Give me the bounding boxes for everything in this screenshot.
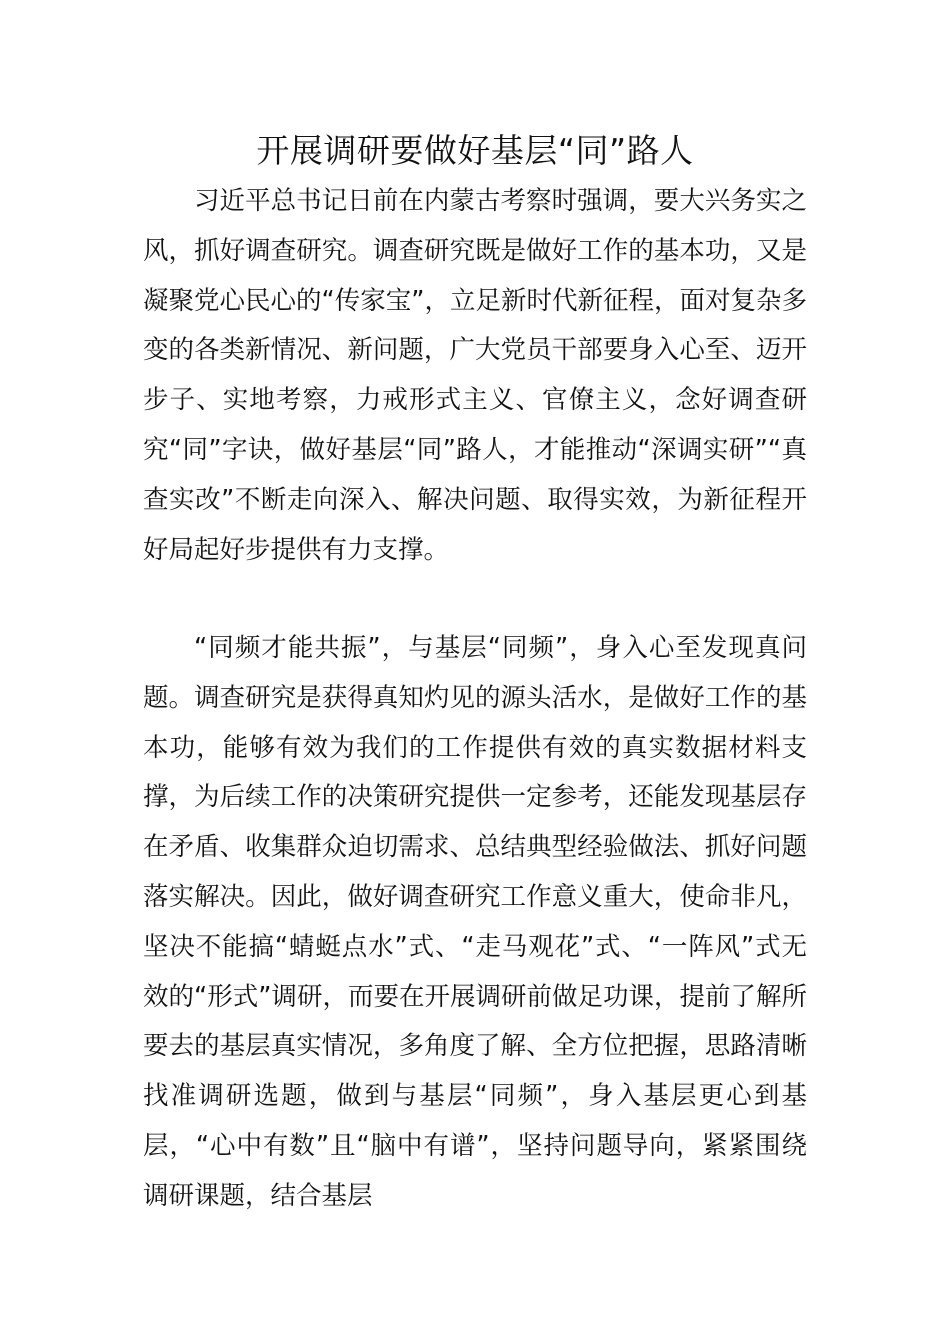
paragraph-1: 习近平总书记日前在内蒙古考察时强调，要大兴务实之风，抓好调查研究。调查研究既是做好工作的基本功，又是凝聚党心民心的“传家宝”，立足新时代新征程，面对复杂多变的各类新情况、新问题，广大党员干部要身入心至、迈开步子、实地考察，力戒形式主义、官僚主义，念好调查研究“同”字诀，做好基层“同”路人，才能推动“深调实研”“真查实改”不断走向深入、解决问题、取得实效，为新征程开好局起好步提供有力支撑。 [143,186,807,565]
document-title: 开展调研要做好基层“同”路人 [256,131,694,170]
paragraph-2: “同频才能共振”，与基层“同频”，身入心至发现真问题。调查研究是获得真知灼见的源头活水，是做好工作的基本功，能够有效为我们的工作提供有效的真实数据材料支撑，为后续工作的决策研究提供一定参考，还能发现基层存在矛盾、收集群众迫切需求、总结典型经验做法、抓好问题落实解决。因此，做好调查研究工作意义重大，使命非凡，坚决不能搞“蜻蜓点水”式、“走马观花”式、“一阵风”式无效的“形式”调研，而要在开展调研前做足功课，提前了解所要去的基层真实情况，多角度了解、全方位把握，思路清晰找准调研选题，做到与基层“同频”，身入基层更心到基层，“心中有数”且“脑中有谱”，坚持问题导向，紧紧围绕调研课题，结合基层 [143,633,807,1211]
